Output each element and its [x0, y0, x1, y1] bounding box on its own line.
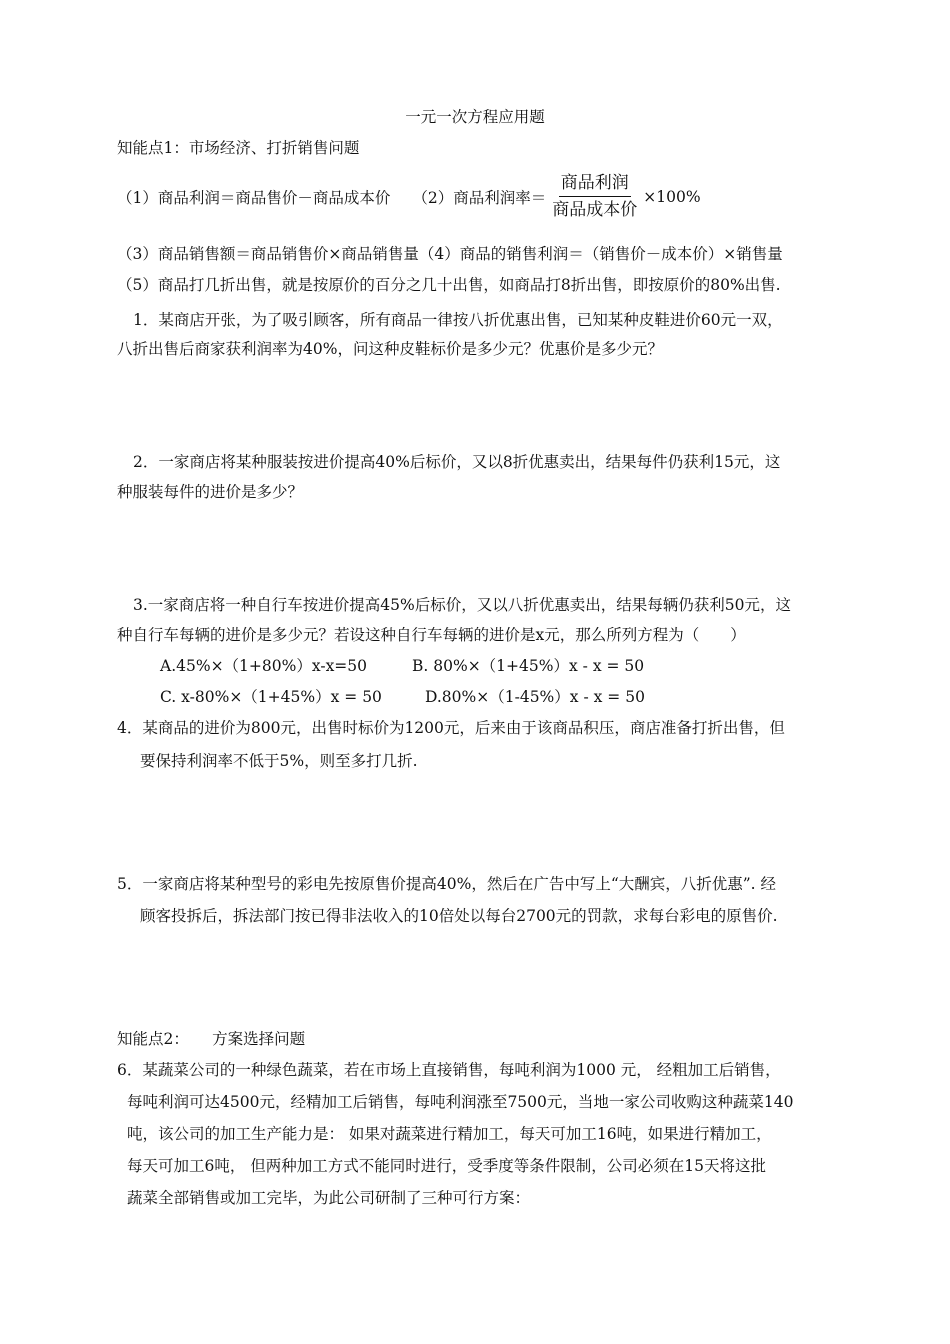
problem-1-line-2: 八折出售后商家获利润率为40%，问这种皮鞋标价是多少元？优惠价是多少元？ — [117, 340, 663, 358]
fraction-denominator: 商品成本价 — [552, 200, 638, 220]
problem-4-line-2: 要保持利润率不低于5%，则至多打几折. — [140, 752, 418, 770]
problem-3-option-b: B. 80%×（1+45%）x - x = 50 — [412, 657, 645, 675]
problem-6-line-4: 每天可加工6吨， 但两种加工方式不能同时进行，受季度等条件限制，公司必须在15天将这批 — [127, 1157, 767, 1175]
problem-6-line-5: 蔬菜全部销售或加工完毕，为此公司研制了三种可行方案： — [127, 1189, 531, 1207]
formula-1: （1）商品利润＝商品售价－商品成本价 — [117, 188, 391, 207]
formula-2-suffix: ×100% — [643, 187, 701, 206]
section1-heading: 知能点1：市场经济、打折销售问题 — [117, 139, 360, 157]
problem-3-line-2: 种自行车每辆的进价是多少元？若设这种自行车每辆的进价是x元，那么所列方程为（ ） — [117, 626, 746, 644]
formula-5: （5）商品打几折出售，就是按原价的百分之几十出售，如商品打8折出售，即按原价的80%出售. — [117, 276, 781, 294]
formula-2-prefix: （2）商品利润率＝ — [412, 188, 547, 207]
fraction-numerator: 商品利润 — [559, 172, 631, 197]
problem-5-line-2: 顾客投拆后，拆法部门按已得非法收入的10倍处以每台2700元的罚款，求每台彩电的原售价. — [140, 907, 778, 925]
problem-6-line-3: 吨，该公司的加工生产能力是： 如果对蔬菜进行精加工，每天可加工16吨，如果进行精加工， — [127, 1125, 772, 1143]
section2-heading: 知能点2： 方案选择问题 — [117, 1030, 306, 1048]
problem-3-line-1: 3.一家商店将一种自行车按进价提高45%后标价，又以八折优惠卖出，结果每辆仍获利50元，这 — [133, 596, 791, 614]
problem-1-line-1: 1．某商店开张，为了吸引顾客，所有商品一律按八折优惠出售，已知某种皮鞋进价60元一双， — [133, 311, 783, 329]
formula-3-4: （3）商品销售额＝商品销售价×商品销售量（4）商品的销售利润＝（销售价－成本价）×销售量 — [117, 245, 783, 263]
problem-3-option-c: C. x-80%×（1+45%）x = 50 — [160, 688, 382, 706]
problem-5-line-1: 5．一家商店将某种型号的彩电先按原售价提高40%，然后在广告中写上“大酬宾，八折优惠”. 经 — [117, 875, 777, 893]
problem-4-line-1: 4．某商品的进价为800元，出售时标价为1200元，后来由于该商品积压，商店准备打折出售，但 — [117, 719, 785, 737]
problem-2-line-1: 2．一家商店将某种服装按进价提高40%后标价，又以8折优惠卖出，结果每件仍获利15元，这 — [133, 453, 781, 471]
problem-3-option-d: D.80%×（1-45%）x - x = 50 — [425, 688, 645, 706]
problem-2-line-2: 种服装每件的进价是多少？ — [117, 483, 304, 501]
profit-rate-fraction — [550, 172, 639, 221]
problem-6-line-1: 6．某蔬菜公司的一种绿色蔬菜，若在市场上直接销售，每吨利润为1000 元， 经粗加工后销售， — [117, 1061, 781, 1079]
problem-6-line-2: 每吨利润可达4500元，经精加工后销售，每吨利润涨至7500元，当地一家公司收购这种蔬菜140 — [127, 1093, 794, 1111]
page-title: 一元一次方程应用题 — [405, 108, 545, 126]
formula-row-1-2 — [117, 172, 701, 221]
problem-3-option-a: A.45%×（1+80%）x-x=50 — [160, 657, 368, 675]
